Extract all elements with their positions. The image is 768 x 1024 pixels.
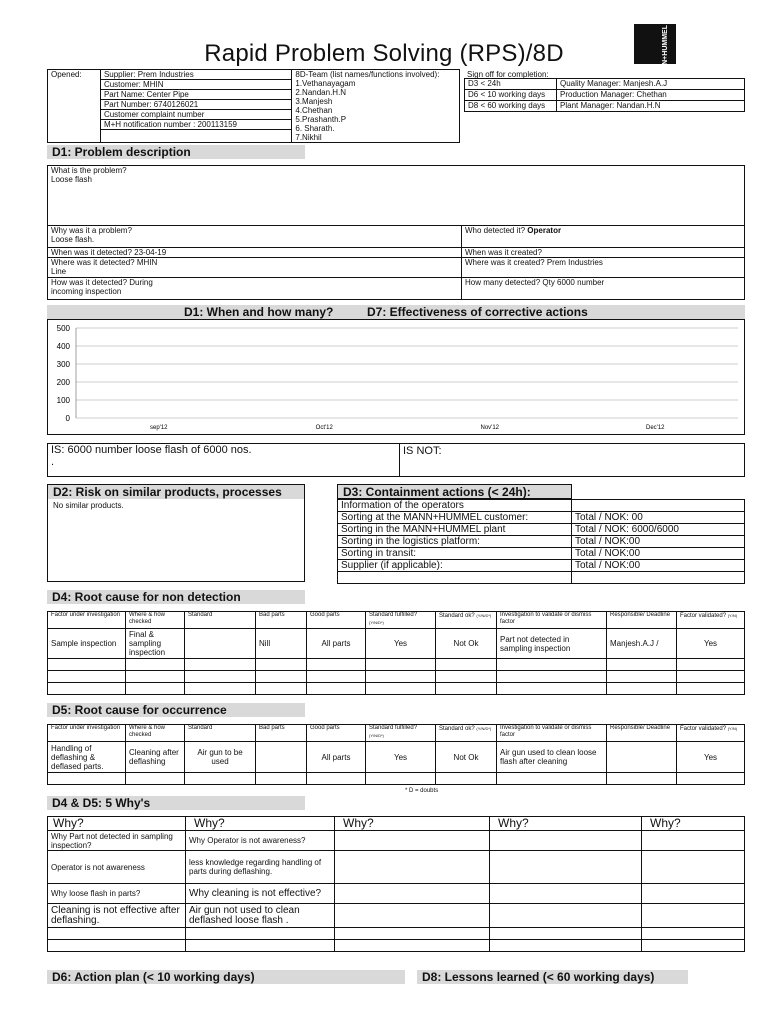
why-empty-row xyxy=(48,940,745,952)
why-row xyxy=(48,831,745,851)
chart-band-right: D7: Effectiveness of corrective actions xyxy=(367,305,588,319)
empty-cell xyxy=(497,659,607,671)
column-header-where xyxy=(126,725,185,742)
team-member: 5.Prashanth.P xyxy=(295,115,347,124)
empty-cell xyxy=(497,683,607,695)
why-empty-cell xyxy=(48,940,186,952)
cell-ok: Not Ok xyxy=(436,742,497,773)
empty-cell xyxy=(436,659,497,671)
cell-ok: Not Ok xyxy=(436,629,497,659)
x-tick-label: Nov'12 xyxy=(480,425,499,431)
cell-good: All parts xyxy=(307,629,366,659)
signoff-person: Production Manager: Chethan xyxy=(557,90,745,101)
d3-row xyxy=(338,572,745,584)
cell-bad xyxy=(256,742,307,773)
whys-heading: D4 & D5: 5 Why's xyxy=(47,796,305,810)
why-cell xyxy=(335,884,490,904)
column-header-label: Investigation to validate or dismiss factor xyxy=(500,612,592,625)
empty-cell xyxy=(677,773,745,785)
cell-invest: Part not detected in sampling inspection xyxy=(497,629,607,659)
empty-cell xyxy=(366,773,436,785)
chart-container xyxy=(47,319,745,435)
is-isnot-table xyxy=(47,443,745,477)
d6-heading: D6: Action plan (< 10 working days) xyxy=(47,970,405,984)
d3-label: Sorting in the logistics platform: xyxy=(338,536,572,548)
where-detected: Where was it detected? MHIN xyxy=(51,258,158,267)
d1-table xyxy=(47,165,745,300)
company-logo: MANN+HUMMEL xyxy=(634,24,676,64)
doubts-footnote: * D = doubts xyxy=(405,788,439,794)
empty-cell xyxy=(677,683,745,695)
empty-cell xyxy=(185,773,256,785)
why-column-header: Why? xyxy=(490,817,642,831)
team-label: 8D-Team (list names/functions involved): xyxy=(295,70,440,79)
notification-number: M+H notification number : 200113159 xyxy=(101,120,291,130)
part-number: Part Number: 6740126021 xyxy=(101,100,291,110)
column-header-label: Good parts xyxy=(310,612,340,618)
d3-row xyxy=(338,500,745,512)
cell-standard: Air gun to be used xyxy=(185,742,256,773)
column-header-sub: (Y/N/D*) xyxy=(476,726,492,731)
d3-row xyxy=(338,536,745,548)
d3-label: Sorting in the MANN+HUMMEL plant xyxy=(338,524,572,536)
why-answer: Loose flash. xyxy=(51,235,95,244)
column-header-standard xyxy=(185,612,256,629)
column-header-label: Standard ok? xyxy=(439,613,475,619)
d3-row xyxy=(338,560,745,572)
empty-cell xyxy=(436,773,497,785)
empty-cell xyxy=(607,659,677,671)
d3-row xyxy=(338,548,745,560)
why-cell: Why Operator is not awareness? xyxy=(186,831,335,851)
is-dot: . xyxy=(51,456,55,468)
column-header-fulfilled xyxy=(366,612,436,629)
column-header-fulfilled xyxy=(366,725,436,742)
empty-row xyxy=(48,773,745,785)
supplier: Supplier: Prem Industries xyxy=(101,70,291,80)
team-member: 7.Nikhil xyxy=(295,133,322,142)
why-cell xyxy=(490,904,642,928)
why-cell: Air gun not used to clean deflashed loose flash . xyxy=(186,904,335,928)
y-tick-label: 200 xyxy=(56,378,70,387)
cell-standard xyxy=(185,629,256,659)
why-cell: less knowledge regarding handling of parts during deflashing. xyxy=(186,851,335,884)
y-tick-label: 300 xyxy=(56,360,70,369)
column-header-sub: (Y/N/D*) xyxy=(369,620,384,625)
column-header-label: Standard fulfilled? xyxy=(369,725,418,731)
column-header-label: Where & how checked xyxy=(129,612,166,625)
team-member: 6. Sharath. xyxy=(295,124,335,133)
why-empty-cell xyxy=(490,928,642,940)
d8-heading: D8: Lessons learned (< 60 working days) xyxy=(417,970,688,984)
column-header-bad xyxy=(256,612,307,629)
empty-cell xyxy=(185,683,256,695)
column-header-sub: (Y/N) xyxy=(727,726,738,731)
column-header-label: Standard xyxy=(188,725,213,731)
empty-cell xyxy=(126,671,185,683)
why-empty-cell xyxy=(490,940,642,952)
d3-label: Sorting at the MANN+HUMMEL customer: xyxy=(338,512,572,524)
column-header-bad xyxy=(256,725,307,742)
column-header-invest xyxy=(497,725,607,742)
d3-total: Total / NOK:00 xyxy=(572,560,745,572)
d1-heading: D1: Problem description xyxy=(47,145,305,159)
empty-row xyxy=(48,671,745,683)
why-question: Why was it a problem? xyxy=(51,226,132,235)
empty-row xyxy=(48,659,745,671)
team-member: 1.Vethanayagam xyxy=(295,79,356,88)
column-header-good xyxy=(307,612,366,629)
signoff-deadline: D6 < 10 working days xyxy=(465,90,557,101)
d4-heading: D4: Root cause for non detection xyxy=(47,590,305,604)
column-header-ok xyxy=(436,612,497,629)
empty-cell xyxy=(256,683,307,695)
what-question: What is the problem? xyxy=(51,166,127,175)
how-detected-line: incoming inspection xyxy=(51,287,122,296)
team-member: 4.Chethan xyxy=(295,106,333,115)
column-header-label: Responsible/ Deadline xyxy=(610,612,671,618)
root-cause-header-row xyxy=(48,612,745,629)
d5-heading: D5: Root cause for occurrence xyxy=(47,703,305,717)
when-detected: When was it detected? 23-04-19 xyxy=(48,248,462,258)
page-title: Rapid Problem Solving (RPS)/8D xyxy=(204,40,564,67)
column-header-sub: (Y/N/D*) xyxy=(369,733,384,738)
whys-table xyxy=(47,816,745,952)
column-header-label: Factor under investigation xyxy=(51,725,121,731)
where-detected-line: Line xyxy=(51,267,67,276)
column-header-sub: (Y/N) xyxy=(727,613,738,618)
empty-cell xyxy=(677,659,745,671)
why-empty-cell xyxy=(186,940,335,952)
column-header-sub: (Y/N/D*) xyxy=(476,613,492,618)
y-tick-label: 500 xyxy=(56,324,70,333)
part-name: Part Name: Center Pipe xyxy=(101,90,291,100)
signoff-person: Quality Manager: Manjesh.A.J xyxy=(557,79,745,90)
why-column-header: Why? xyxy=(335,817,490,831)
why-cell xyxy=(335,831,490,851)
why-cell: Why cleaning is not effective? xyxy=(186,884,335,904)
what-answer: Loose flash xyxy=(51,175,92,184)
opened-label: Opened: xyxy=(51,70,82,79)
d3-label: Information of the operators xyxy=(338,500,572,512)
d3-total: Total / NOK:00 xyxy=(572,536,745,548)
empty-cell xyxy=(256,671,307,683)
empty-cell xyxy=(48,773,126,785)
d3-total: Total / NOK: 6000/6000 xyxy=(572,524,745,536)
column-header-label: Factor under investigation xyxy=(51,612,121,618)
d3-label: Sorting in transit: xyxy=(338,548,572,560)
empty-cell xyxy=(48,659,126,671)
column-header-resp xyxy=(607,725,677,742)
d3-total xyxy=(572,500,745,512)
cell-where: Cleaning after deflashing xyxy=(126,742,185,773)
why-cell xyxy=(490,884,642,904)
chart-band-left: D1: When and how many? xyxy=(184,305,334,319)
why-empty-row xyxy=(48,928,745,940)
column-header-label: Investigation to validate or dismiss factor xyxy=(500,725,592,738)
empty-cell xyxy=(256,773,307,785)
column-header-label: Good parts xyxy=(310,725,340,731)
d5-table xyxy=(47,724,745,785)
cell-resp: Manjesh.A.J / xyxy=(607,629,677,659)
empty-cell xyxy=(48,683,126,695)
empty-cell xyxy=(366,683,436,695)
empty-cell xyxy=(436,671,497,683)
d3-total: Total / NOK: 00 xyxy=(572,512,745,524)
why-empty-cell xyxy=(335,940,490,952)
how-detected: How was it detected? During xyxy=(51,278,153,287)
empty-cell xyxy=(607,671,677,683)
why-cell: Operator is not awareness xyxy=(48,851,186,884)
root-cause-row xyxy=(48,629,745,659)
x-tick-label: sep'12 xyxy=(150,425,168,431)
empty-cell xyxy=(185,659,256,671)
why-cell: Cleaning is not effective after deflashing. xyxy=(48,904,186,928)
d3-row xyxy=(338,512,745,524)
why-empty-cell xyxy=(48,928,186,940)
cell-where: Final & sampling inspection xyxy=(126,629,185,659)
column-header-ok xyxy=(436,725,497,742)
empty-cell xyxy=(607,683,677,695)
why-cell xyxy=(490,831,642,851)
x-tick-label: Dec'12 xyxy=(646,425,665,431)
empty-cell xyxy=(307,773,366,785)
column-header-label: Where & how checked xyxy=(129,725,166,738)
cell-fulfilled: Yes xyxy=(366,629,436,659)
empty-cell xyxy=(436,683,497,695)
why-empty-cell xyxy=(642,940,745,952)
who-detected-question: Who detected it? xyxy=(465,226,526,235)
empty-cell xyxy=(126,683,185,695)
why-cell xyxy=(335,851,490,884)
d3-heading: D3: Containment actions (< 24h): xyxy=(337,484,572,499)
root-cause-row xyxy=(48,742,745,773)
y-tick-label: 0 xyxy=(65,414,70,423)
is-text: IS: 6000 number loose flash of 6000 nos. xyxy=(51,444,252,456)
why-empty-cell xyxy=(335,928,490,940)
cell-resp xyxy=(607,742,677,773)
why-empty-cell xyxy=(186,928,335,940)
cell-factor: Sample inspection xyxy=(48,629,126,659)
column-header-label: Responsible/ Deadline xyxy=(610,725,671,731)
column-header-standard xyxy=(185,725,256,742)
column-header-label: Standard fulfilled? xyxy=(369,612,418,618)
column-header-validated xyxy=(677,725,745,742)
signoff-table xyxy=(464,78,745,112)
signoff-label: Sign off for completion: xyxy=(467,70,549,79)
cell-validated: Yes xyxy=(677,742,745,773)
empty-cell xyxy=(256,659,307,671)
who-detected-answer: Operator xyxy=(527,226,562,235)
column-header-resp xyxy=(607,612,677,629)
is-not-text: IS NOT: xyxy=(400,444,745,477)
why-column-header: Why? xyxy=(642,817,745,831)
signoff-deadline: D3 < 24h xyxy=(465,79,557,90)
empty-cell xyxy=(126,773,185,785)
cell-good: All parts xyxy=(307,742,366,773)
column-header-validated xyxy=(677,612,745,629)
root-cause-header-row xyxy=(48,725,745,742)
effectiveness-chart xyxy=(48,320,744,434)
when-created: When was it created? xyxy=(462,248,745,258)
team-member: 3.Manjesh xyxy=(295,97,333,106)
d3-label xyxy=(338,572,572,584)
empty-cell xyxy=(497,773,607,785)
column-header-factor xyxy=(48,612,126,629)
column-header-label: Factor validated? xyxy=(680,613,727,619)
d3-table xyxy=(337,499,745,584)
why-cell xyxy=(642,904,745,928)
why-cell: Why Part not detected in sampling inspection? xyxy=(48,831,186,851)
empty-cell xyxy=(607,773,677,785)
why-row xyxy=(48,904,745,928)
empty-cell xyxy=(307,659,366,671)
signoff-deadline: D8 < 60 working days xyxy=(465,101,557,112)
why-cell xyxy=(642,884,745,904)
why-row xyxy=(48,884,745,904)
column-header-where xyxy=(126,612,185,629)
column-header-factor xyxy=(48,725,126,742)
x-tick-label: Oct'12 xyxy=(315,425,333,431)
customer: Customer: MHIN xyxy=(101,80,291,90)
why-empty-cell xyxy=(642,928,745,940)
column-header-label: Standard ok? xyxy=(439,726,475,732)
empty-cell xyxy=(366,659,436,671)
why-cell xyxy=(642,851,745,884)
empty-cell xyxy=(307,671,366,683)
empty-cell xyxy=(48,671,126,683)
why-cell xyxy=(335,904,490,928)
empty-cell xyxy=(126,659,185,671)
y-tick-label: 400 xyxy=(56,342,70,351)
cell-invest: Air gun used to clean loose flash after cleaning xyxy=(497,742,607,773)
team-member: 2.Nandan.H.N xyxy=(295,88,347,97)
how-many-detected: How many detected? Qty 6000 number xyxy=(462,278,745,300)
column-header-invest xyxy=(497,612,607,629)
d2-text: No similar products. xyxy=(53,501,124,510)
cell-fulfilled: Yes xyxy=(366,742,436,773)
column-header-label: Bad parts xyxy=(259,725,285,731)
why-row xyxy=(48,851,745,884)
signoff-person: Plant Manager: Nandan.H.N xyxy=(557,101,745,112)
d2-box xyxy=(47,484,305,582)
empty-cell xyxy=(307,683,366,695)
column-header-good xyxy=(307,725,366,742)
why-column-header: Why? xyxy=(48,817,186,831)
whys-header-row xyxy=(48,817,745,831)
column-header-label: Standard xyxy=(188,612,213,618)
why-column-header: Why? xyxy=(186,817,335,831)
cell-validated: Yes xyxy=(677,629,745,659)
column-header-label: Factor validated? xyxy=(680,726,727,732)
complaint-number: Customer complaint number xyxy=(101,110,291,120)
d3-total xyxy=(572,572,745,584)
chart-band xyxy=(47,305,745,319)
empty-cell xyxy=(677,671,745,683)
d2-heading: D2: Risk on similar products, processes xyxy=(48,485,304,499)
header-info-table xyxy=(47,69,460,143)
empty-row xyxy=(48,683,745,695)
empty-cell xyxy=(185,671,256,683)
d4-table xyxy=(47,611,745,695)
d3-total: Total / NOK:00 xyxy=(572,548,745,560)
empty-cell xyxy=(497,671,607,683)
cell-factor: Handling of deflashing & deflased parts. xyxy=(48,742,126,773)
cell-bad: Nill xyxy=(256,629,307,659)
why-cell: Why loose flash in parts? xyxy=(48,884,186,904)
why-cell xyxy=(490,851,642,884)
why-cell xyxy=(642,831,745,851)
empty-cell xyxy=(366,671,436,683)
y-tick-label: 100 xyxy=(56,396,70,405)
column-header-label: Bad parts xyxy=(259,612,285,618)
where-created: Where was it created? Prem Industries xyxy=(462,258,745,278)
d3-row xyxy=(338,524,745,536)
d3-label: Supplier (if applicable): xyxy=(338,560,572,572)
